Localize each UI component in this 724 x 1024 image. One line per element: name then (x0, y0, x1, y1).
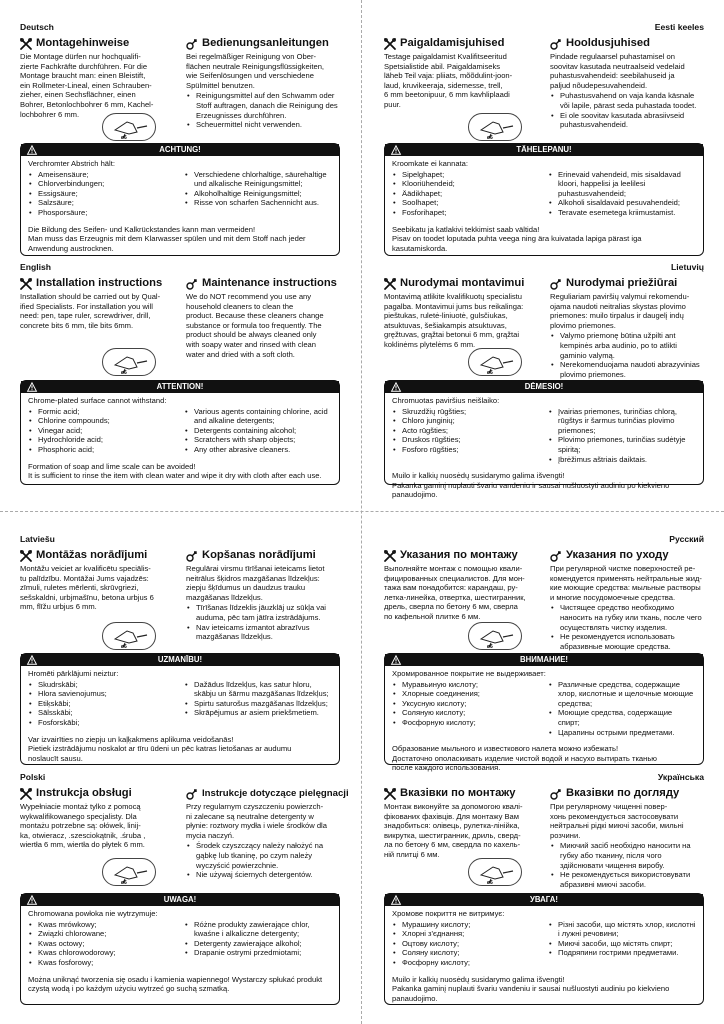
warning-item: • Formic acid; (28, 407, 176, 417)
installation-heading (20, 549, 180, 562)
warning-footnote: Muilo ir kalkių nuosėdų susidarymo galima išvengti! Pakanka gaminį nuplauti švariu vandeniu ir sausai nušluostyti audiniu po kiekvieno panaudojimo. (392, 471, 670, 500)
warning-item: • Различные средства, содержащие хлор, кислотные и щелочные моющие средства; (548, 680, 696, 709)
maintenance-column (186, 37, 340, 130)
drill-illustration (468, 113, 522, 141)
installation-column (20, 277, 180, 330)
warning-item: • Chlorine compounds; (28, 416, 176, 426)
warning-item: • Sipelghapet; (392, 170, 540, 180)
warning-lists (392, 920, 696, 968)
warning-label: ATTENTION! (156, 382, 204, 391)
maintenance-bullet: • Scheuermittel nicht verwenden. (186, 120, 340, 130)
care-icon (186, 788, 198, 800)
maintenance-text: Przy regularnym czyszczeniu powierzch- ni zalecane są neutralne detergenty w płynie: roztwory mydła i wiele środków dla mycia naczyń. (186, 802, 327, 840)
installation-title: Вказівки по монтажу (400, 787, 516, 799)
svg-text:ø6: ø6 (487, 135, 493, 141)
installation-column (384, 37, 544, 110)
warning-list-right (184, 407, 332, 455)
warning-label: ACHTUNG! (159, 145, 201, 154)
maintenance-bullet: • Ei ole soovitav kasutada abrasiivseid puhastusvahendeid. (550, 111, 704, 130)
maintenance-bullets (550, 841, 704, 889)
drill-illustration (102, 113, 156, 141)
warning-item: • Фосфорну кислоту; (392, 958, 540, 968)
warning-bar (21, 381, 339, 393)
tools-icon (384, 788, 396, 800)
warning-item: • Detergenty zawierające alkohol; (184, 939, 332, 949)
installation-title: Paigaldamisjuhised (400, 37, 505, 49)
care-icon (550, 550, 562, 562)
care-icon (186, 38, 198, 50)
warning-item: • Царапины острыми предметами. (548, 728, 696, 738)
language-label: Latviešu (20, 534, 55, 544)
warning-item: • Фосфорную кислоту; (392, 718, 540, 728)
maintenance-column (550, 37, 704, 130)
warning-item: • Klooriühendeid; (392, 179, 540, 189)
installation-column (20, 37, 180, 119)
warning-item: • Etiķskābi; (28, 699, 176, 709)
warning-bar (385, 654, 703, 666)
maintenance-bullet: • Reinigungsmittel auf den Schwamm oder Stoff auftragen, danach die Reinigung des Erzeugnisses durchführen. (186, 91, 340, 120)
warning-list-left (28, 920, 176, 968)
maintenance-title: Hooldusjuhised (566, 37, 650, 49)
maintenance-heading (186, 787, 349, 800)
warning-item: • Risse von scharfen Sachennicht aus. (184, 198, 332, 208)
warning-box (20, 143, 340, 256)
warning-content (21, 906, 339, 997)
warning-box (20, 653, 340, 765)
installation-heading (20, 787, 180, 800)
warning-box (20, 893, 340, 1005)
maintenance-heading (550, 37, 704, 50)
maintenance-heading (186, 37, 340, 50)
installation-title: Instrukcja obsługi (36, 787, 132, 799)
horizontal-cut-line (0, 511, 724, 512)
drill-illustration (468, 858, 522, 886)
warning-item: • Fosforihapet; (392, 208, 540, 218)
warning-item: • Alkoholhaltige Reinigungsmittel; (184, 189, 332, 199)
care-icon (550, 278, 562, 290)
warning-list-right (548, 920, 696, 968)
warning-list-left (28, 407, 176, 455)
warning-lists (392, 680, 696, 738)
warning-item: • Kwas fosforowy; (28, 958, 176, 968)
warning-footnote: Die Bildung des Seifen- und Kalkrückstandes kann man vermeiden! Man muss das Erzeugnis mit dem Klarwasser spülen und mit dem Stoff nach jeder Anwendung austrocknen. (28, 224, 306, 253)
warning-item: • Соляную кислоту; (392, 708, 540, 718)
tools-icon (20, 38, 32, 50)
drill-6mm-icon (103, 859, 157, 887)
maintenance-title: Nurodymai priežiūrai (566, 277, 678, 289)
installation-text: Montavimą atlikite kvalifikuotų specialistu pagalba. Montavimui jums bus reikalinga: pieštukas, ruletė-liniuotė, gulsčiukas, atsuktuvas, šešiakampis atsuktuvas, gręžtuvas, grąžtai betonui 6 mm, grąžtai koklinėms plytelėms 6 mm. (384, 292, 524, 349)
warning-content (21, 666, 339, 766)
warning-intro: Chrome-plated surface cannot withstand: (28, 396, 167, 405)
warning-box (384, 893, 704, 1005)
language-label: Polski (20, 772, 46, 782)
language-label: Eesti keeles (654, 22, 704, 32)
installation-column (384, 277, 544, 350)
tools-icon (20, 550, 32, 562)
warning-item: • Alkoholi sisaldavaid pesuvahendeid; (548, 198, 696, 208)
svg-text:ø6: ø6 (487, 644, 493, 650)
warning-item: • Мурашину кислоту; (392, 920, 540, 930)
warning-item: • Хлорні з'єднання; (392, 929, 540, 939)
installation-heading (384, 37, 544, 50)
warning-label: TÄHELEPANU! (516, 145, 572, 154)
maintenance-bullet: • Nie używaj ściernych detergentów. (186, 870, 340, 880)
installation-heading (384, 277, 544, 290)
warning-item: • Druskos rūgšties; (392, 435, 540, 445)
warning-label: УВАГА! (530, 895, 558, 904)
maintenance-text: Bei regelmäßiger Reinigung von Ober- flächen neutrale Reinigungsflüssigkeiten, wie Seifenlösungen und verschiedene Spülmittel benutzen. (186, 52, 325, 90)
warning-icon (27, 145, 37, 155)
maintenance-title: Bedienungsanleitungen (202, 37, 329, 49)
warning-intro: Chromowana powłoka nie wytrzymuje: (28, 909, 158, 918)
warning-item: • Kwas octowy; (28, 939, 176, 949)
warning-icon (391, 382, 401, 392)
svg-text:ø6: ø6 (487, 880, 493, 886)
warning-intro: Хромове покриття не витримує: (392, 909, 505, 918)
warning-list-left (392, 407, 540, 465)
maintenance-bullets (550, 91, 704, 129)
warning-bar (21, 144, 339, 156)
warning-lists (392, 170, 696, 218)
warning-item: • Äädikhapet; (392, 189, 540, 199)
warning-icon (27, 895, 37, 905)
maintenance-heading (550, 549, 704, 562)
installation-title: Montagehinweise (36, 37, 130, 49)
warning-intro: Chromuotas paviršius neišlaiko: (392, 396, 500, 405)
maintenance-text: Reguliariam paviršių valymui rekomendu- ojama naudoti neitralias skystas plovimo priemones: muilo tirpalus ir daugelį indų plovimo priemones. (550, 292, 690, 330)
maintenance-title: Kopšanas norādījumi (202, 549, 316, 561)
svg-text:ø6: ø6 (121, 880, 127, 886)
warning-item: • Erinevaid vahendeid, mis sisaldavad kloori, happelisi ja leelilesi puhastusvahendeid; (548, 170, 696, 199)
warning-item: • Vinegar acid; (28, 426, 176, 436)
drill-6mm-icon (469, 349, 523, 377)
warning-item: • Муравьиную кислоту; (392, 680, 540, 690)
drill-6mm-icon (103, 114, 157, 142)
warning-bar (21, 654, 339, 666)
maintenance-text: We do NOT recommend you use any household cleaners to clean the product. Because these cleaners change substance or formula too frequently. The product should be always cleaned only with soapy water and rinsed with clean water and dried with a soft cloth. (186, 292, 324, 359)
maintenance-bullet: • Не рекомендуется использовать абразивные моющие средства. (550, 632, 704, 651)
warning-item: • Detergents containing alcohol; (184, 426, 332, 436)
installation-text: Wypełniacie montaż tylko z pomocą wykwalifikowanego specjalisty. Dla montażu potrzebne są: ołówek, linij- ka, otwieracz, .szesciokątnik, .śruba , wiertła 6 mm, wiertła do płytek 6 mm. (20, 802, 146, 850)
warning-item: • Skruzdžių rūgšties; (392, 407, 540, 417)
maintenance-bullet: • Не рекомендується використовувати абразивні миючі засоби. (550, 870, 704, 889)
warning-item: • Phosphoric acid; (28, 445, 176, 455)
installation-column (20, 549, 180, 612)
installation-title: Installation instructions (36, 277, 163, 289)
warning-label: DĖMESIO! (524, 382, 564, 391)
warning-box (384, 380, 704, 500)
warning-footnote: Seebikatu ja katlakivi tekkimist saab vältida! Pisav on toodet loputada puhta veega ning ära kuivatada lapiga pärast iga kasutamiskorda. (392, 224, 642, 253)
maintenance-bullets (550, 603, 704, 651)
drill-6mm-icon (469, 859, 523, 887)
warning-item: • Plovimo priemones, turinčias sudėtyje spiritą; (548, 435, 696, 454)
maintenance-text: При регулярной чистке поверхностей ре- комендуется применять нейтральные жид- кие моющие средства: мыльные растворы и многие посудомоечные средства. (550, 564, 702, 602)
installation-title: Указания по монтажу (400, 549, 518, 561)
warning-list-right (184, 170, 332, 218)
maintenance-bullet: • Środek czyszczący należy nałożyć na gąbkę lub tkaninę, po czym należy wyczyścić powierzchnie. (186, 841, 340, 870)
warning-item: • Hydrochloride acid; (28, 435, 176, 445)
warning-lists (28, 920, 332, 968)
installation-column (384, 549, 544, 622)
installation-column (384, 787, 544, 860)
installation-title: Montāžas norādījumi (36, 549, 148, 561)
warning-item: • Уксусную кислоту; (392, 699, 540, 709)
warning-list-right (184, 920, 332, 968)
warning-item: • Подряпини гострими предметами. (548, 948, 696, 958)
vertical-cut-line (361, 0, 362, 1024)
maintenance-bullets (186, 603, 340, 641)
warning-bar (21, 894, 339, 906)
warning-item: • Dažādus līdzekļus, kas satur hloru, skābju un šārmu mazgāšanas līdzekļus; (184, 680, 332, 699)
installation-text: Installation should be carried out by Qual- ified Specialists. For installation you will need: pen, tape ruler, screwdriver, drill, concrete bits 6 mm, tile bits 6mm. (20, 292, 161, 330)
warning-content (385, 906, 703, 1006)
tools-icon (20, 788, 32, 800)
maintenance-text: При регулярному чищенні повер- хонь рекомендується застосовувати нейтральні рідкі миючі засоби, мильні розчини. (550, 802, 684, 840)
warning-item: • Various agents containing chlorine, acid and alkaline detergents; (184, 407, 332, 426)
warning-intro: Hromēti pārklājumi neiztur: (28, 669, 119, 678)
maintenance-column (186, 549, 340, 642)
installation-text: Монтаж виконуйте за допомогою квалі- фікованих фахівців. Для монтажу Вам знадобиться: олівець, рулетка-лінійка, викрутка, шестигранник, дриль, сверд- ла по бетону 6 мм, свердла по кахель- ній плитці 6 мм. (384, 802, 523, 859)
maintenance-title: Maintenance instructions (202, 277, 337, 289)
language-label: Русский (669, 534, 704, 544)
warning-item: • Soolhapet; (392, 198, 540, 208)
warning-icon (391, 895, 401, 905)
warning-item: • Skrāpējumus ar asiem priekšmetiem. (184, 708, 332, 718)
maintenance-bullet: • Valymo priemonę būtina užpilti ant kempinės arba audinio, po to atlikti gaminio valymą. (550, 331, 704, 360)
warning-label: ВНИМАНИЕ! (519, 655, 569, 664)
svg-text:ø6: ø6 (121, 370, 127, 376)
warning-item: • Kwas mrówkowy; (28, 920, 176, 930)
drill-6mm-icon (469, 623, 523, 651)
warning-intro: Хромированное покрытие не выдерживает: (392, 669, 546, 678)
warning-lists (28, 170, 332, 218)
drill-illustration (102, 348, 156, 376)
maintenance-title: Instrukcje dotyczące pielęgnacji (202, 788, 349, 799)
installation-text: Testage paigaldamist Kvalifitseeritud Spetsialistide abil. Paigaldamiseks läheb Teil vaja: pliiats, mõõdulint-joon- laud, kruvikeeraja, sidemesse, trell, 6 mm beetonipuur, 6 mm kavhliplaadi puur. (384, 52, 513, 109)
tools-icon (384, 38, 396, 50)
warning-footnote: Образование мыльного и известкового налета можно избежать! Достаточно ополаскивать изделие чистой водой и насухо вытирать тканью после каждого использования. (392, 744, 658, 773)
tools-icon (384, 550, 396, 562)
language-label: Deutsch (20, 22, 54, 32)
warning-item: • Scratchers with sharp objects; (184, 435, 332, 445)
maintenance-bullet: • Nav ieteicams izmantot abrazīvus mazgāšanas līdzekļus. (186, 623, 340, 642)
warning-icon (27, 655, 37, 665)
warning-intro: Verchromter Abstrich hält: (28, 159, 115, 168)
warning-item: • Różne produkty zawierające chlor, kwaśne i alkaliczne detergenty; (184, 920, 332, 939)
language-label: Lietuvių (671, 262, 704, 272)
warning-item: • Хлорные соединения; (392, 689, 540, 699)
warning-list-right (548, 680, 696, 738)
installation-heading (384, 787, 544, 800)
warning-footnote: Var izvairīties no ziepju un kaļķakmens aplikuma veidošanās! Pietiek izstrādājumu noskalot ar tīru ūdeni un pēc katras lietošanas ar audumu noslaucīt sausu. (28, 734, 292, 763)
maintenance-heading (550, 277, 704, 290)
maintenance-heading (550, 787, 704, 800)
installation-text: Выполняйте монтаж с помощью квали- фицированных специалистов. Для мон- тажа вам понадобится: карандаш, ру- летка-линейка, отвертка, шестигранник, дрель, сверла по бетону 6 мм, сверла по кафельной плитке 6 мм. (384, 564, 526, 621)
maintenance-column (186, 787, 349, 880)
warning-lists (28, 680, 332, 728)
warning-box (20, 380, 340, 485)
warning-footnote: Można uniknąć tworzenia się osadu i kamienia wapiennego! Wystarczy spłukać produkt czystą wodą i po każdym użyciu wytrzeć go suchą szmatką. (28, 974, 323, 994)
maintenance-bullet: • Puhastusvahend on vaja kanda käsnale või lapile, pärast seda puhastada toodet. (550, 91, 704, 110)
warning-item: • Fosforskābi; (28, 718, 176, 728)
maintenance-bullet: • Tīrīšanas līdzeklis jāuzklāj uz sūkļa vai auduma, pēc tam jātīra izstrādājums. (186, 603, 340, 622)
installation-heading (20, 37, 180, 50)
maintenance-text: Regulārai virsmu tīrīšanai ieteicams lietot neitrālus šķidros mazgāšanas līdzekļus: ziepju šķīdumus un daudzus trauku mazgāšanas līdzekļus. (186, 564, 325, 602)
warning-item: • Оцтову кислоту; (392, 939, 540, 949)
maintenance-column (186, 277, 340, 359)
maintenance-text: Pindade regulaarsel puhastamisel on soovitav kasutada neutraalseid vedelaid puhastusvahendeid: seebilahuseid ja paljud nõudepesuvahendeid. (550, 52, 685, 90)
care-icon (186, 550, 198, 562)
drill-illustration (468, 622, 522, 650)
tools-icon (20, 278, 32, 290)
warning-box (384, 653, 704, 773)
warning-item: • Salzsäure; (28, 198, 176, 208)
maintenance-bullets (550, 331, 704, 379)
warning-item: • Ameisensäure; (28, 170, 176, 180)
warning-intro: Kroomkate ei kannata: (392, 159, 468, 168)
warning-lists (392, 407, 696, 465)
warning-item: • Drapanie ostrymi przedmiotami; (184, 948, 332, 958)
warning-bar (385, 144, 703, 156)
warning-item: • Įbrėžimus aštriais daiktais. (548, 455, 696, 465)
installation-heading (384, 549, 544, 562)
maintenance-bullet: • Чистящее средство необходимо наносить на губку или ткань, после чего осуществлять чистку изделия. (550, 603, 704, 632)
maintenance-column (550, 277, 704, 379)
language-label: English (20, 262, 52, 272)
care-icon (186, 278, 198, 290)
warning-item: • Acto rūgšties; (392, 426, 540, 436)
warning-list-right (184, 680, 332, 728)
maintenance-bullet: • Nerekomenduojama naudoti abrazyvinias plovimo priemones. (550, 360, 704, 379)
warning-item: • Chloro junginių; (392, 416, 540, 426)
drill-6mm-icon (103, 349, 157, 377)
warning-list-left (28, 680, 176, 728)
maintenance-title: Вказівки по догляду (566, 787, 680, 799)
warning-list-right (548, 407, 696, 465)
warning-item: • Hlora savienojumus; (28, 689, 176, 699)
svg-text:ø6: ø6 (121, 135, 127, 141)
warning-content (385, 666, 703, 776)
warning-footnote: Formation of soap and lime scale can be avoided! It is sufficient to rinse the item with clean water and wipe it dry with cloth after each use. (28, 461, 322, 481)
installation-column (20, 787, 180, 850)
warning-item: • Teravate esemetega kriimustamist. (548, 208, 696, 218)
drill-illustration (102, 858, 156, 886)
warning-item: • Essigsäure; (28, 189, 176, 199)
warning-list-left (392, 920, 540, 968)
maintenance-title: Указания по уходу (566, 549, 669, 561)
maintenance-bullets (186, 91, 340, 129)
warning-item: • Різні засоби, що містять хлор, кислотні і лужні речовини; (548, 920, 696, 939)
warning-icon (391, 145, 401, 155)
svg-text:ø6: ø6 (121, 644, 127, 650)
language-label: Українська (657, 772, 704, 782)
tools-icon (384, 278, 396, 290)
drill-illustration (102, 622, 156, 650)
warning-list-left (28, 170, 176, 218)
warning-content (21, 156, 339, 256)
drill-illustration (468, 348, 522, 376)
warning-item: • Verschiedene chlorhaltige, säurehaltige und alkalische Reinigungsmittel; (184, 170, 332, 189)
warning-item: • Миючі засоби, що містять спирт; (548, 939, 696, 949)
maintenance-bullet: • Миючий засіб необхідно наносити на губку або тканину, після чого здійснювати чищення виробу. (550, 841, 704, 870)
warning-content (385, 156, 703, 256)
warning-bar (385, 894, 703, 906)
maintenance-column (550, 787, 704, 889)
warning-label: UZMANĪBU! (157, 655, 203, 664)
installation-text: Montāžu veiciet ar kvalificētu speciālis- tu palīdzību. Montāžai Jums vajadzēs: zīmuli, ruletes mērlenti, skrūvgriezi, sešskaldni, urbjmašīnu, betona urbjus 6 mm, flīžu urbjus 6 mm. (20, 564, 154, 612)
drill-6mm-icon (469, 114, 523, 142)
warning-item: • Chlorverbindungen; (28, 179, 176, 189)
warning-list-right (548, 170, 696, 218)
warning-item: • Związki chlorowane; (28, 929, 176, 939)
warning-icon (27, 382, 37, 392)
warning-item: • Skudrskābi; (28, 680, 176, 690)
warning-lists (28, 407, 332, 455)
warning-item: • Įvairias priemones, turinčias chlorą, rūgštys ir šarmus turinčias plovimo priemones; (548, 407, 696, 436)
care-icon (550, 788, 562, 800)
warning-item: • Phosporsäure; (28, 208, 176, 218)
warning-list-left (392, 680, 540, 738)
maintenance-heading (186, 277, 340, 290)
warning-bar (385, 381, 703, 393)
warning-icon (391, 655, 401, 665)
maintenance-bullets (186, 841, 340, 879)
svg-text:ø6: ø6 (487, 370, 493, 376)
warning-item: • Fosforo rūgšties; (392, 445, 540, 455)
installation-text: Die Montage dürfen nur hochqualifi- zierte Fachkräfte durchführen. Für die Montage braucht man: einen Bleistift, ein Rollmeter-Lineal, einen Schrauben- zieher, einen Sechsflächner, einen Bohrer, Betonlochbohrer 6 mm, Kachel- lochbohrer 6 mm. (20, 52, 154, 119)
warning-footnote: Muilo ir kalkių nuosėdų susidarymo galima išvengti! Pakanka gaminį nuplauti švariu vandeniu ir sausai nušluostyti audiniu po kiekvieno panaudojimo. (392, 974, 670, 1003)
care-icon (550, 38, 562, 50)
warning-item: • Моющие средства, содержащие спирт; (548, 708, 696, 727)
warning-item: • Kwas chlorowodorowy; (28, 948, 176, 958)
installation-title: Nurodymai montavimui (400, 277, 525, 289)
warning-box (384, 143, 704, 256)
warning-label: UWAGA! (163, 895, 197, 904)
warning-item: • Spirtu saturošus mazgāšanas līdzekļus; (184, 699, 332, 709)
maintenance-column (550, 549, 704, 651)
installation-heading (20, 277, 180, 290)
maintenance-heading (186, 549, 340, 562)
warning-item: • Соляну кислоту; (392, 948, 540, 958)
warning-list-left (392, 170, 540, 218)
warning-content (21, 393, 339, 484)
warning-item: • Any other abrasive cleaners. (184, 445, 332, 455)
warning-content (385, 393, 703, 503)
warning-item: • Sālsskābi; (28, 708, 176, 718)
drill-6mm-icon (103, 623, 157, 651)
